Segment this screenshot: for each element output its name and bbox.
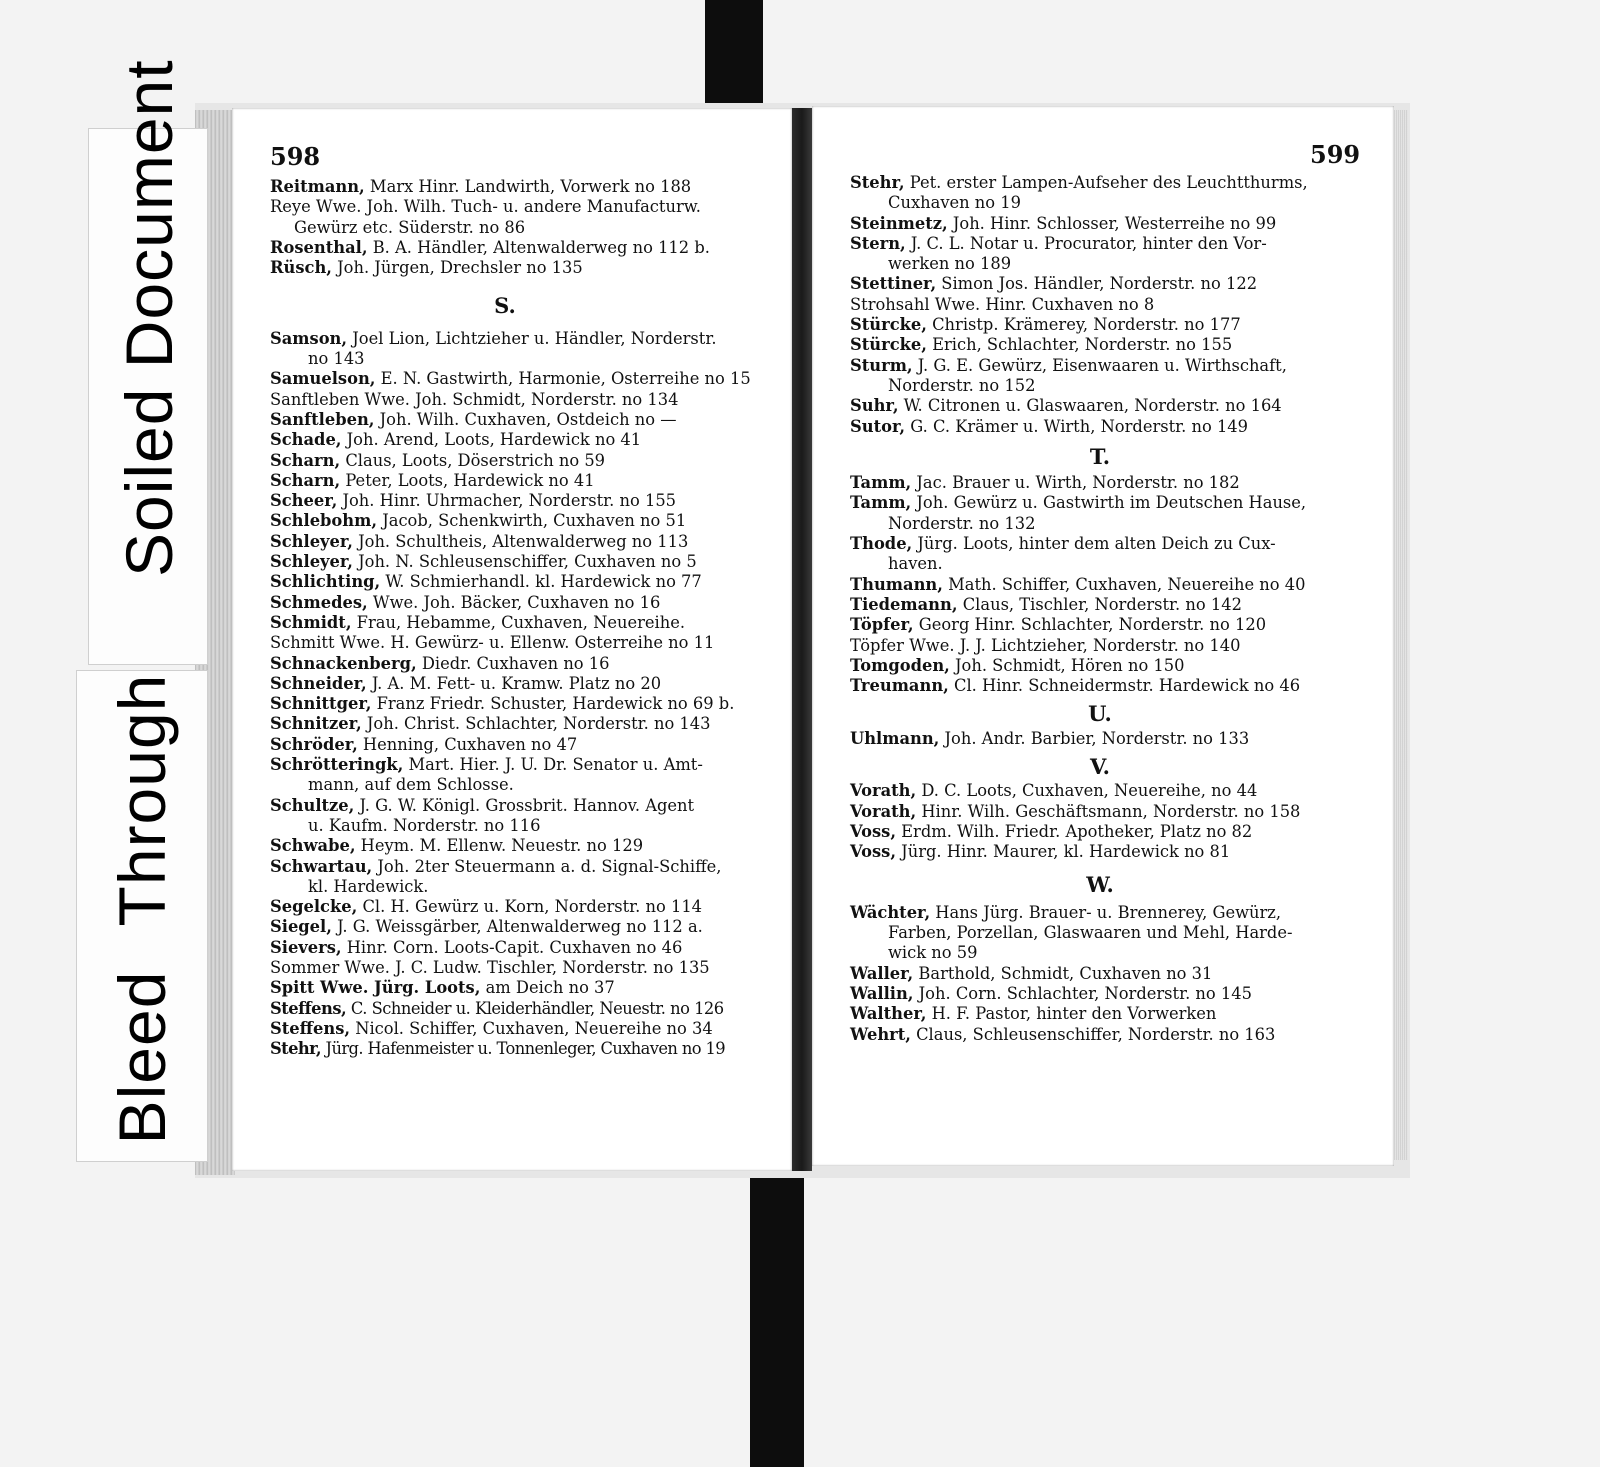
left-column xyxy=(270,177,780,1059)
entry-line: Segelcke, Cl. H. Gewürz u. Korn, Norderstr. no 114 xyxy=(270,897,703,917)
entry-line: Voss, Jürg. Hinr. Maurer, kl. Hardewick no 81 xyxy=(850,842,1231,862)
section-heading-t: T. xyxy=(1089,443,1111,469)
entry-line: Walther, H. F. Pastor, hinter den Vorwerken xyxy=(850,1004,1217,1024)
entry-line: Tamm, Jac. Brauer u. Wirth, Norderstr. no 182 xyxy=(850,473,1240,493)
entry-line: Stettiner, Simon Jos. Händler, Norderstr. no 122 xyxy=(850,274,1258,294)
entry-line: Schleyer, Joh. Schultheis, Altenwalderweg no 113 xyxy=(270,531,689,551)
entry-line: Sutor, G. C. Krämer u. Wirth, Norderstr. no 149 xyxy=(850,416,1249,436)
entry-line: Reitmann, Marx Hinr. Landwirth, Vorwerk no 188 xyxy=(270,177,692,196)
entry-line: Scharn, Claus, Loots, Döserstrich no 59 xyxy=(270,450,606,470)
entry-line: Sommer Wwe. J. C. Ludw. Tischler, Norderstr. no 135 xyxy=(270,957,710,977)
entry-line: Cuxhaven no 19 xyxy=(888,193,1021,213)
entry-line: Rosenthal, B. A. Händler, Altenwalderweg no 112 b. xyxy=(270,237,710,257)
entry-line: Schultze, J. G. W. Königl. Grossbrit. Hannov. Agent xyxy=(270,795,695,815)
section-heading-u: U. xyxy=(1088,701,1112,727)
entry-line: Schnitzer, Joh. Christ. Schlachter, Norderstr. no 143 xyxy=(270,714,711,734)
entry-line: Scheer, Joh. Hinr. Uhrmacher, Norderstr. no 155 xyxy=(270,491,677,511)
entry-line: Siegel, J. G. Weissgärber, Altenwalderweg no 112 a. xyxy=(270,917,703,937)
entry-line: Steinmetz, Joh. Hinr. Schlosser, Westerreihe no 99 xyxy=(850,213,1277,233)
entry-line: Samuelson, E. N. Gastwirth, Harmonie, Osterreihe no 15 xyxy=(270,369,751,389)
right-column xyxy=(850,173,1350,1045)
entry-line: kl. Hardewick. xyxy=(308,876,429,896)
entry-line: Wallin, Joh. Corn. Schlachter, Norderstr. no 145 xyxy=(850,983,1252,1003)
entry-line: Sturm, J. G. E. Gewürz, Eisenwaaren u. Wirthschaft, xyxy=(850,355,1287,375)
entry-line: Wehrt, Claus, Schleusenschiffer, Norderstr. no 163 xyxy=(850,1024,1276,1044)
right-page-number: 599 xyxy=(1310,140,1361,169)
entry-line: Vorath, Hinr. Wilh. Geschäftsmann, Norderstr. no 158 xyxy=(850,801,1301,821)
entry-line: Stehr, Jürg. Hafenmeister u. Tonnenleger, Cuxhaven no 19 xyxy=(270,1039,726,1059)
entry-line: Waller, Barthold, Schmidt, Cuxhaven no 31 xyxy=(850,963,1213,983)
entry-line: Schwartau, Joh. 2ter Steuermann a. d. Signal-Schiffe, xyxy=(270,856,722,876)
entry-line: Stürcke, Erich, Schlachter, Norderstr. no 155 xyxy=(850,335,1233,355)
entry-line: Schmidt, Frau, Hebamme, Cuxhaven, Neuereihe. xyxy=(270,612,686,632)
entry-line: Stehr, Pet. erster Lampen-Aufseher des Leuchtthurms, xyxy=(850,173,1308,192)
entry-line: Schleyer, Joh. N. Schleusenschiffer, Cuxhaven no 5 xyxy=(270,552,697,572)
entry-line: Steffens, C. Schneider u. Kleiderhändler, Neuestr. no 126 xyxy=(270,998,724,1018)
bleed-through-text: Bleed Through xyxy=(105,673,179,1145)
entry-line: Schlebohm, Jacob, Schenkwirth, Cuxhaven no 51 xyxy=(270,511,687,531)
entry-line: Steffens, Nicol. Schiffer, Cuxhaven, Neuereihe no 34 xyxy=(270,1018,713,1038)
entry-line: Strohsahl Wwe. Hinr. Cuxhaven no 8 xyxy=(850,294,1155,314)
section-heading-s: S. xyxy=(494,293,516,319)
entry-line: Schwabe, Heym. M. Ellenw. Neuestr. no 129 xyxy=(270,836,644,856)
entry-line: Töpfer, Georg Hinr. Schlachter, Norderstr. no 120 xyxy=(850,615,1267,635)
entry-line: Schlichting, W. Schmierhandl. kl. Hardewick no 77 xyxy=(270,572,702,592)
entry-line: Schneider, J. A. M. Fett- u. Kramw. Platz no 20 xyxy=(270,673,662,693)
left-page-number: 598 xyxy=(270,142,321,171)
entry-line: werken no 189 xyxy=(888,254,1012,274)
binding-strip-top xyxy=(705,0,763,110)
entry-line: Stürcke, Christp. Krämerey, Norderstr. no 177 xyxy=(850,315,1241,335)
entry-line: Spitt Wwe. Jürg. Loots, am Deich no 37 xyxy=(270,978,615,998)
entry-line: Vorath, D. C. Loots, Cuxhaven, Neuereihe, no 44 xyxy=(850,781,1258,801)
entry-line: Farben, Porzellan, Glaswaaren und Mehl, Harde- xyxy=(888,923,1293,943)
entry-line: Thode, Jürg. Loots, hinter dem alten Deich zu Cux- xyxy=(850,534,1276,554)
entry-line: mann, auf dem Schlosse. xyxy=(308,775,514,795)
entry-line: Schröder, Henning, Cuxhaven no 47 xyxy=(270,734,578,754)
entry-line: Sanftleben, Joh. Wilh. Cuxhaven, Ostdeich no — xyxy=(270,409,677,429)
page-edges-right xyxy=(1394,110,1408,1160)
entry-line: u. Kaufm. Norderstr. no 116 xyxy=(308,815,541,835)
entry-line: Uhlmann, Joh. Andr. Barbier, Norderstr. no 133 xyxy=(850,728,1250,748)
entry-line: Suhr, W. Citronen u. Glaswaaren, Norderstr. no 164 xyxy=(850,396,1282,416)
soiled-document-label xyxy=(88,59,208,665)
entry-line: Gewürz etc. Süderstr. no 86 xyxy=(294,217,526,237)
entry-line: Thumann, Math. Schiffer, Cuxhaven, Neuereihe no 40 xyxy=(850,574,1306,594)
entry-line: Töpfer Wwe. J. J. Lichtzieher, Norderstr. no 140 xyxy=(850,635,1241,655)
entry-line: Norderstr. no 152 xyxy=(888,375,1036,395)
entry-line: no 143 xyxy=(308,349,365,369)
entry-line: Rüsch, Joh. Jürgen, Drechsler no 135 xyxy=(270,258,583,278)
section-heading-v: V. xyxy=(1090,754,1110,780)
entry-line: Schnittger, Franz Friedr. Schuster, Hardewick no 69 b. xyxy=(270,694,735,714)
entry-line: Tiedemann, Claus, Tischler, Norderstr. no 142 xyxy=(850,594,1242,614)
entry-line: Schmitt Wwe. H. Gewürz- u. Ellenw. Osterreihe no 11 xyxy=(270,633,715,653)
entry-line: Wächter, Hans Jürg. Brauer- u. Brennerey, Gewürz, xyxy=(850,902,1282,922)
entry-line: Treumann, Cl. Hinr. Schneidermstr. Hardewick no 46 xyxy=(850,676,1301,696)
soiled-document-text: Soiled Document xyxy=(112,59,186,577)
entry-line: Sievers, Hinr. Corn. Loots-Capit. Cuxhaven no 46 xyxy=(270,937,683,957)
entry-line: Norderstr. no 132 xyxy=(888,513,1036,533)
book-gutter xyxy=(792,108,812,1171)
section-heading-w: W. xyxy=(1086,871,1114,897)
binding-strip-bottom xyxy=(750,1155,804,1467)
entry-line: Samson, Joel Lion, Lichtzieher u. Händler, Norderstr. xyxy=(270,328,717,348)
entry-line: Schrötteringk, Mart. Hier. J. U. Dr. Senator u. Amt- xyxy=(270,755,703,775)
entry-line: Tamm, Joh. Gewürz u. Gastwirth im Deutschen Hause, xyxy=(850,493,1307,513)
entry-line: Tomgoden, Joh. Schmidt, Hören no 150 xyxy=(850,655,1185,675)
entry-line: wick no 59 xyxy=(888,943,978,963)
entry-line: Schade, Joh. Arend, Loots, Hardewick no 41 xyxy=(270,430,642,450)
entry-line: Scharn, Peter, Loots, Hardewick no 41 xyxy=(270,470,595,490)
entry-line: Reye Wwe. Joh. Wilh. Tuch- u. andere Manufacturw. xyxy=(270,197,701,217)
entry-line: Stern, J. C. L. Notar u. Procurator, hinter den Vor- xyxy=(850,233,1267,253)
bleed-through-label xyxy=(76,670,208,1162)
entry-line: Sanftleben Wwe. Joh. Schmidt, Norderstr. no 134 xyxy=(270,389,679,409)
entry-line: haven. xyxy=(888,554,943,574)
entry-line: Schmedes, Wwe. Joh. Bäcker, Cuxhaven no 16 xyxy=(270,592,661,612)
entry-line: Schnackenberg, Diedr. Cuxhaven no 16 xyxy=(270,653,610,673)
entry-line: Voss, Erdm. Wilh. Friedr. Apotheker, Platz no 82 xyxy=(850,821,1253,841)
